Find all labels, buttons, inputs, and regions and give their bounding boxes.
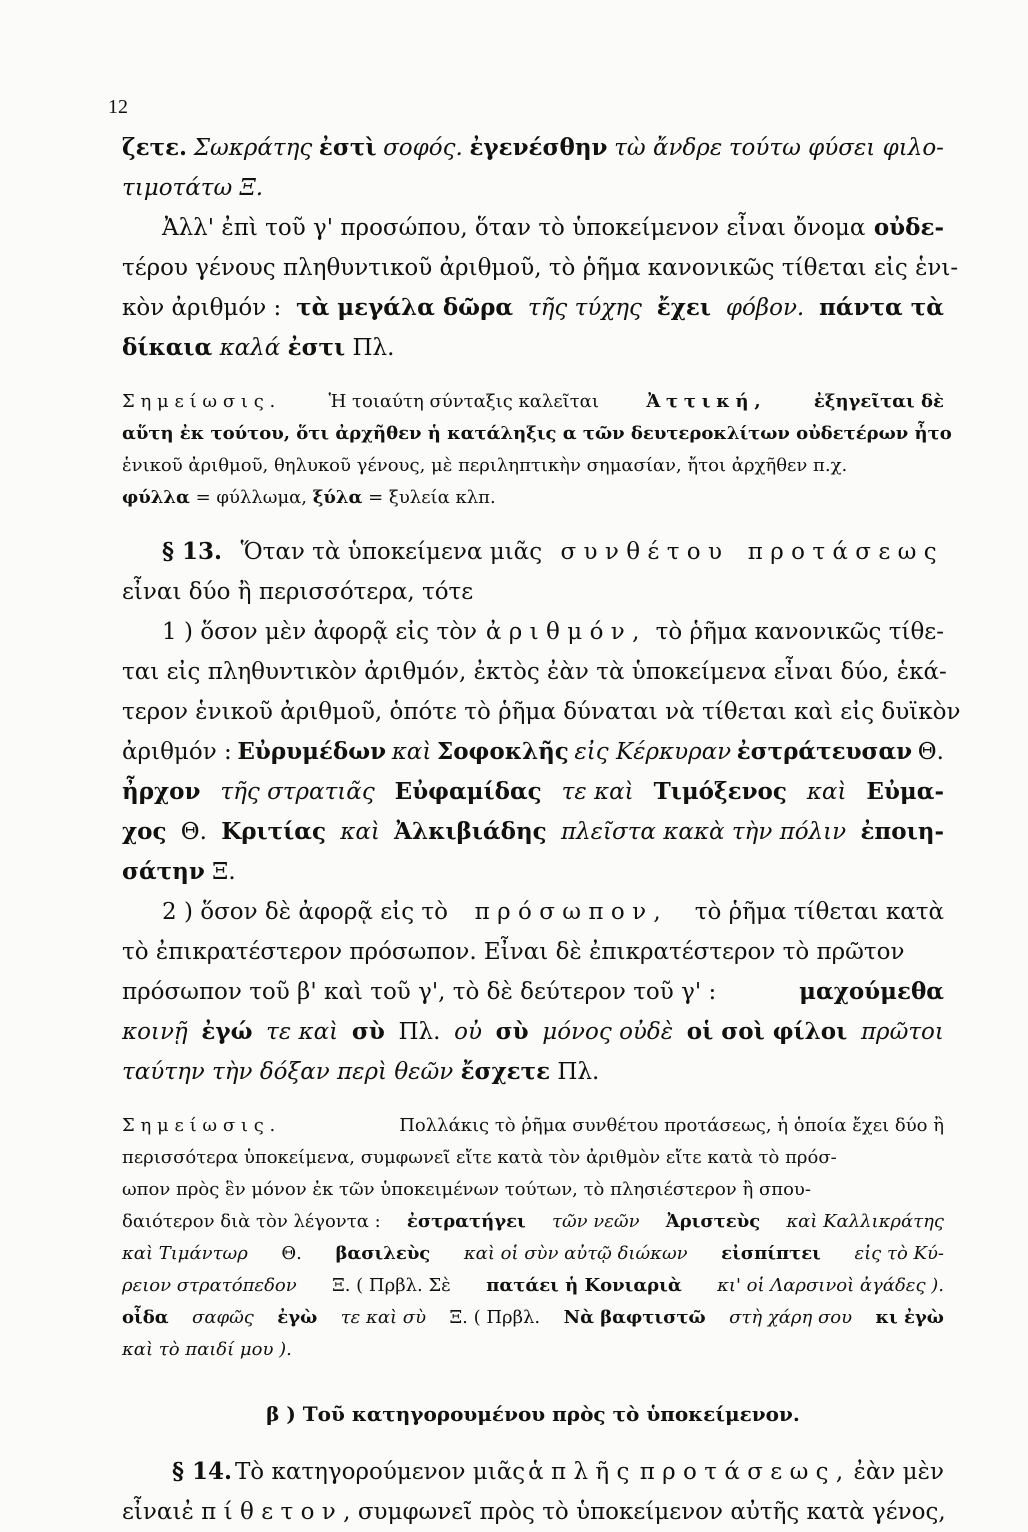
word: στὴ χάρη σου [729,1307,853,1328]
word: Ἀριστεὺς [665,1211,761,1232]
word: τὸ ῥῆμα τίθεται κατὰ [694,899,944,925]
word: αὕτη ἐκ τούτου, ὅτι ἀρχῆθεν ἡ κατάληξις α τῶν δευτεροκλίτων οὐδετέρων ἦτο [122,423,952,444]
word: πλεῖστα κακὰ τὴν πόλιν [560,819,847,845]
word: οἶδα [122,1307,169,1328]
section-heading [122,1394,944,1434]
word: καὶ [806,779,847,805]
word: συνθέτου [560,539,730,565]
word: ἐγώ [201,1018,253,1045]
word: κὸν ἀριθμόν : [122,295,282,321]
word: περισσότερα ὑποκείμενα, συμφωνεῖ εἴτε κατὰ τὸν ἀριθμὸν εἴτε κατὰ τὸ πρόσ- [122,1147,837,1168]
note-line [122,386,944,418]
note-line [122,1334,944,1366]
word: ωπον πρὸς ἓν μόνον ἐκ τῶν ὑποκειμένων τούτων, τὸ πλησιέστερον ἢ σπου- [122,1179,811,1200]
word: ἔσχετε [460,1058,551,1085]
word: ἐστὶ [318,134,377,161]
word: Σωκράτης [193,135,313,161]
word: Ξ. ( Πρβλ. [449,1307,541,1328]
word: σὺ [351,1018,385,1045]
word: ἀριθμόν, [485,619,647,645]
word: Θ. [281,1243,302,1264]
word: δίκαια [122,334,213,361]
text-line [122,972,944,1012]
note-line [122,1270,944,1302]
word: εἰς τὸ Κύ- [854,1243,944,1264]
word: οὐ [454,1019,482,1045]
word: μαχούμεθα [799,978,944,1005]
word: Ἀλκιβιάδης [394,818,547,845]
word: ἐγενέσθην [469,134,608,161]
word: Νὰ βαφτιστῶ [563,1307,706,1328]
word: καὶ [391,739,432,765]
word: τῆς στρατιᾶς [220,779,375,805]
word: ἀριθμόν : [122,739,232,765]
note-line [122,1174,944,1206]
word: ἁπλῆς [528,1459,637,1485]
word: φόβον. [725,295,805,321]
word: ρειον στρατόπεδον [122,1275,297,1296]
word: καὶ τὸ παιδί μου ). [122,1339,292,1360]
word: τιμοτάτω Ξ. [122,175,264,201]
text-line [122,208,944,248]
word: Ξ. ( Πρβλ. Σὲ [332,1275,451,1296]
word: = ξυλεία κλπ. [368,487,496,508]
word: 1 ) ὅσον μὲν ἀφορᾷ εἰς τὸν [162,619,478,645]
page-text [122,128,961,1532]
note-line [122,1142,944,1174]
word: σὺ [495,1018,529,1045]
word: 2 ) ὅσον δὲ ἀφορᾷ εἰς τὸ [162,899,448,925]
note-line [122,418,952,450]
word: σαφῶς [192,1307,254,1328]
text-line [122,852,944,892]
word: Ἀττική, [646,391,767,412]
word: καὶ Καλλικράτης [786,1211,944,1232]
word: τῶν νεῶν [551,1211,640,1232]
word: Σοφοκλῆς [436,738,569,765]
word: πρῶτοι [860,1019,944,1045]
note-line [122,1110,944,1142]
section-number: § 14. [172,1458,233,1485]
text-line [122,1492,944,1532]
word: ἐστι [287,334,346,361]
word: σάτην [122,858,205,885]
word: κι ἐγὼ [875,1307,944,1328]
word: ζετε. [122,134,188,161]
text-line [122,248,959,288]
text-line [122,572,944,612]
word: κοινῇ [122,1019,188,1045]
word: Θ. [180,819,207,845]
word: σοφός. [383,135,463,161]
word: ἐγὼ [277,1307,318,1328]
text-line [122,932,944,972]
section-number: § 13. [162,538,223,565]
word: Εὐρυμέδων [237,738,387,765]
word: τε καὶ σὺ [340,1307,427,1328]
text-line [122,288,944,328]
word: πάντα τὰ [819,294,944,321]
word: ξύλα [312,487,363,508]
note-line [122,482,944,514]
word: οὐδε- [873,214,944,241]
word: συμφωνεῖ πρὸς τὸ ὑποκείμενον αὐτῆς κατὰ γένος, [357,1499,946,1525]
word: καὶ [340,819,380,845]
text-line [122,1052,944,1092]
word: δαιότερον διὰ τὸν λέγοντα : [122,1211,381,1232]
word: καὶ Τιμάντωρ [122,1243,248,1264]
word: χος [122,818,167,845]
word: Εὐμα- [866,778,944,805]
word: εἰσπίπτει [721,1243,821,1264]
word: Πλ. [557,1059,600,1085]
note-line [122,1302,944,1334]
word: κι' οἱ Λαρσινοὶ ἀγάδες ). [717,1275,944,1296]
word: Πλ. [398,1019,441,1045]
word: τε καὶ [266,1019,339,1045]
word: Σημείωσις. [122,391,282,412]
text-line [122,168,944,208]
word: Θ. [917,739,944,765]
word: Πλ. [352,335,395,361]
word: καλά [219,335,281,361]
word: πατάει ἡ Κονιαριὰ [486,1275,682,1296]
word: εἰς Κέρκυραν [574,739,732,765]
word: Εὐφαμίδας [394,778,542,805]
text-line [122,892,944,932]
text-line [122,772,944,812]
text-line [122,692,961,732]
word: προτάσεως, [639,1459,851,1485]
word: βασιλεὺς [335,1243,431,1264]
word: τὸ ῥῆμα κανονικῶς τίθε- [655,619,944,645]
word: ἐστράτευσαν [736,738,913,765]
word: ἐὰν μὲν [853,1459,944,1485]
text-line [122,532,944,572]
word: Σημείωσις. [122,1115,282,1136]
word: οἱ σοὶ φίλοι [686,1018,848,1045]
word: = φύλλωμα, [195,487,308,508]
word: τε καὶ [561,779,634,805]
word: τὼ ἄνδρε [614,135,723,161]
word: ἐπίθετον, [181,1499,358,1525]
text-line [122,612,944,652]
word: πρόσωπον τοῦ β' καὶ τοῦ γ', τὸ δὲ δεύτερον τοῦ γ' : [122,979,717,1005]
note-line [122,1206,944,1238]
word: τῆς τύχης [527,295,642,321]
word: Ξ. [212,859,236,885]
word: ταύτην τὴν δόξαν περὶ θεῶν [122,1059,454,1085]
text-line [122,128,944,168]
word: Κριτίας [221,818,326,845]
note-line [122,450,944,482]
word: εἶναι δύο ἢ περισσότερα, τότε [122,579,474,605]
word: ἔχει [656,294,712,321]
word: Τιμόξενος [653,778,787,805]
word: Ἡ τοιαύτη σύνταξις καλεῖται [328,391,599,412]
note-line [122,1238,944,1270]
word: Πολλάκις τὸ ῥῆμα συνθέτου προτάσεως, ἡ ὁποία ἔχει δύο ἢ [399,1115,944,1136]
text-line [122,812,944,852]
word: Ὅταν τὰ ὑποκείμενα μιᾶς [240,539,543,565]
text-line [122,1452,944,1492]
text-line [122,328,944,368]
word: καὶ οἱ σὺν αὐτῷ διώκων [463,1243,688,1264]
word: τὰ μεγάλα δῶρα [296,294,514,321]
word: πρόσωπον, [474,899,669,925]
word: ἐξηγεῖται δὲ [813,391,944,412]
word: ἐποιη- [860,818,944,845]
word: ἐστρατήγει [406,1211,526,1232]
text-line [122,652,947,692]
word: φύλλα [122,487,190,508]
heading-text: β ) Τοῦ κατηγορουμένου πρὸς τὸ ὑποκείμενον. [266,1402,800,1426]
word: Ἀλλ' ἐπὶ τοῦ γ' προσώπου, ὅταν τὸ ὑποκείμενον εἶναι ὄνομα [162,215,866,241]
word: μόνος οὐδὲ [542,1019,674,1045]
text-line [122,732,944,772]
word: ἦρχον [122,778,201,805]
word: ἑνικοῦ ἀριθμοῦ, θηλυκοῦ γένους, μὲ περιληπτικὴν σημασίαν, ἤτοι ἀρχῆθεν π.χ. [122,455,848,476]
word: προτάσεως [747,539,944,565]
page-number: 12 [108,96,128,118]
word: ται εἰς πληθυντικὸν ἀριθμόν, ἐκτὸς ἐὰν τὰ ὑποκείμενα εἶναι δύο, ἑκά- [122,659,947,685]
text-line [122,1012,944,1052]
word: τερον ἑνικοῦ ἀριθμοῦ, ὁπότε τὸ ῥῆμα δύναται νὰ τίθεται καὶ εἰς δυϊκὸν [122,699,961,725]
word: Τὸ κατηγορούμενον μιᾶς [234,1459,526,1485]
word: τὸ ἐπικρατέστερον πρόσωπον. Εἶναι δὲ ἐπικρατέστερον τὸ πρῶτον [122,939,905,965]
word: τέρου γένους πληθυντικοῦ ἀριθμοῦ, τὸ ῥῆμα κανονικῶς τίθεται εἰς ἑνι- [122,255,959,281]
word: τούτω φύσει φιλο- [728,135,944,161]
word: εἶναι [122,1499,182,1525]
